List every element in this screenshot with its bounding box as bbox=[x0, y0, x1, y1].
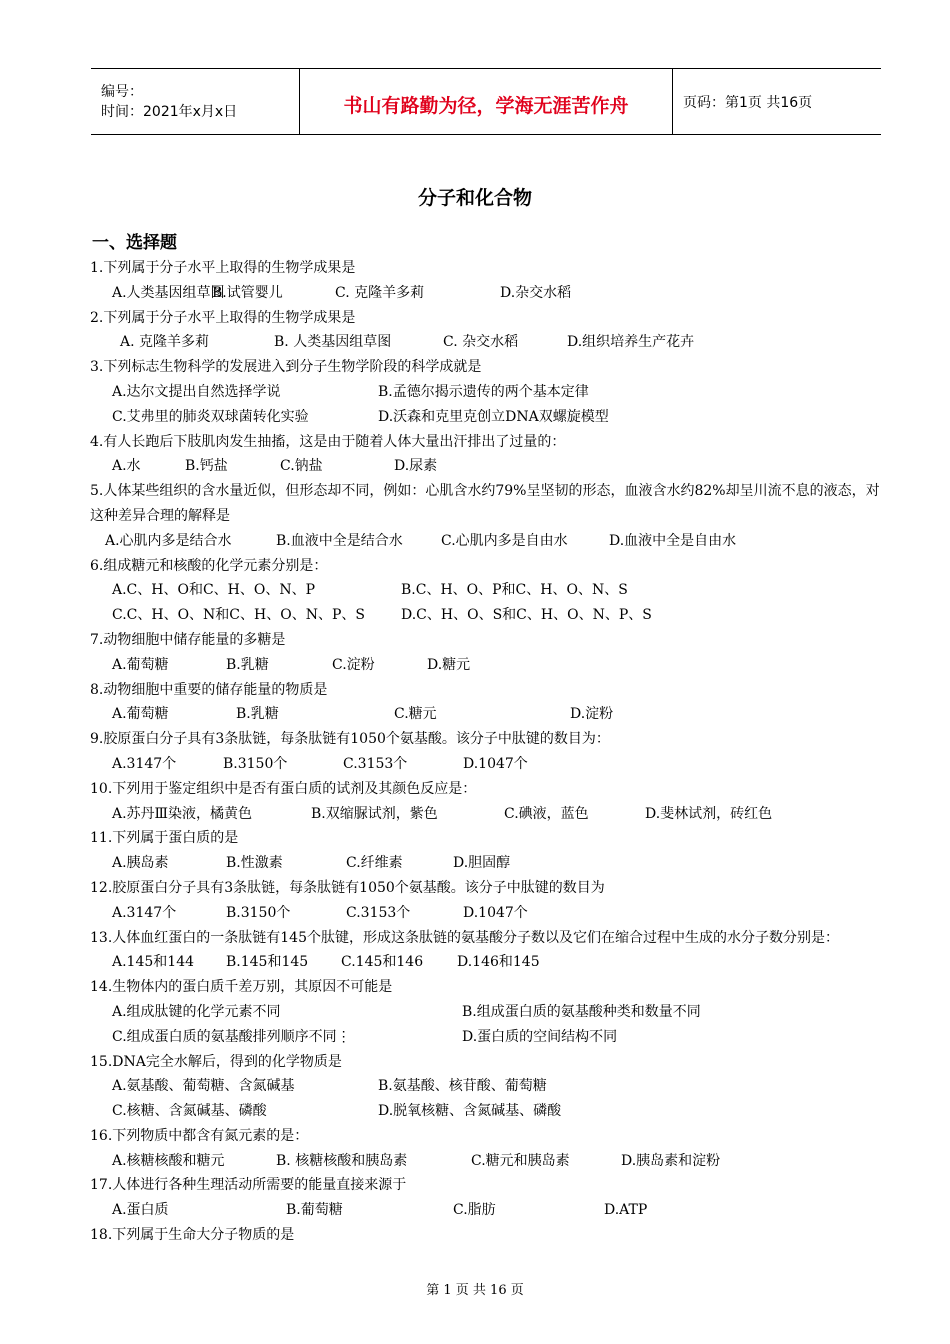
question-item bbox=[90, 628, 885, 678]
answer-option: B.钙盐 bbox=[185, 458, 228, 475]
question-item bbox=[90, 678, 885, 728]
answer-option: D.淀粉 bbox=[570, 706, 614, 723]
answer-option: D.尿素 bbox=[394, 458, 438, 475]
options-row bbox=[90, 405, 885, 430]
question-stem: 15.DNA完全水解后，得到的化学物质是 bbox=[90, 1053, 342, 1070]
header-time-label: 时间：2021年x月x日 bbox=[101, 103, 238, 120]
answer-option: C. 克隆羊多莉 bbox=[335, 284, 425, 301]
answer-option: C.钠盐 bbox=[280, 458, 323, 475]
answer-option: A.组成肽键的化学元素不同 bbox=[112, 1003, 281, 1020]
answer-option: A.葡萄糖 bbox=[112, 656, 169, 673]
answer-option: A.达尔文提出自然选择学说 bbox=[112, 383, 281, 400]
answer-option: D.胰岛素和淀粉 bbox=[621, 1152, 721, 1169]
question-stem: 16.下列物质中都含有氮元素的是： bbox=[90, 1127, 309, 1144]
page-header bbox=[91, 68, 881, 135]
question-stem: 11.下列属于蛋白质的是 bbox=[90, 830, 239, 847]
answer-option: A.水 bbox=[112, 458, 141, 475]
answer-option: D.杂交水稻 bbox=[500, 284, 572, 301]
options-row bbox=[90, 1000, 885, 1025]
options-row bbox=[90, 578, 885, 603]
answer-option: D.糖元 bbox=[427, 656, 471, 673]
question-item bbox=[90, 1223, 885, 1248]
question-stem: 1.下列属于分子水平上取得的生物学成果是 bbox=[90, 260, 356, 276]
options-row bbox=[90, 1149, 885, 1174]
answer-option: B.3150个 bbox=[223, 755, 288, 772]
options-row bbox=[90, 330, 885, 355]
options-row bbox=[90, 529, 885, 554]
question-stem: 9.胶原蛋白分子具有3条肽链，每条肽链有1050个氨基酸。该分子中肽键的数目为： bbox=[90, 731, 610, 748]
answer-option: A.苏丹Ⅲ染液，橘黄色 bbox=[112, 805, 253, 822]
answer-option: A.核糖核酸和糖元 bbox=[112, 1152, 225, 1169]
answer-option: A.人类基因组草图 bbox=[112, 284, 225, 301]
answer-option: A.145和144 bbox=[112, 954, 195, 971]
question-stem: 6.组成糖元和核酸的化学元素分别是： bbox=[90, 557, 328, 574]
answer-option: D.蛋白质的空间结构不同 bbox=[462, 1028, 618, 1045]
options-row bbox=[90, 851, 885, 876]
answer-option: A.3147个 bbox=[112, 904, 177, 921]
answer-option: D.146和145 bbox=[457, 954, 540, 971]
question-stem: 7.动物细胞中储存能量的多糖是 bbox=[90, 631, 286, 648]
answer-option: B.乳糖 bbox=[236, 706, 279, 723]
answer-option: D.沃森和克里克创立DNA双螺旋模型 bbox=[378, 408, 609, 425]
answer-option: C.纤维素 bbox=[346, 855, 403, 872]
answer-option: D.胆固醇 bbox=[453, 855, 511, 872]
question-item bbox=[90, 256, 885, 306]
answer-option: A.氨基酸、葡萄糖、含氮碱基 bbox=[112, 1078, 295, 1095]
options-row bbox=[90, 603, 885, 628]
answer-option: C.心肌内多是自由水 bbox=[441, 532, 568, 549]
question-stem: 2.下列属于分子水平上取得的生物学成果是 bbox=[90, 309, 356, 326]
document-title: 分子和化合物 bbox=[417, 187, 532, 209]
options-row bbox=[90, 950, 885, 975]
options-row bbox=[90, 454, 885, 479]
question-item bbox=[90, 554, 885, 628]
options-row bbox=[90, 380, 885, 405]
question-stem: 4.有人长跑后下肢肌肉发生抽搐，这是由于随着人体大量出汗排出了过量的： bbox=[90, 433, 566, 450]
answer-option: C.糖元和胰岛素 bbox=[471, 1152, 570, 1169]
answer-option: B.3150个 bbox=[226, 904, 291, 921]
answer-option: B.145和145 bbox=[226, 954, 309, 971]
answer-option: B.氨基酸、核苷酸、葡萄糖 bbox=[378, 1078, 547, 1095]
answer-option: A.胰岛素 bbox=[112, 855, 169, 872]
answer-option: C.C、H、O、N和C、H、O、N、P、S bbox=[112, 607, 365, 624]
question-item bbox=[90, 926, 885, 976]
answer-option: C.糖元 bbox=[394, 706, 437, 723]
question-item bbox=[90, 777, 885, 827]
answer-option: B.孟德尔揭示遗传的两个基本定律 bbox=[378, 383, 589, 400]
answer-option: B.葡萄糖 bbox=[286, 1202, 343, 1219]
answer-option: A.葡萄糖 bbox=[112, 706, 169, 723]
question-item bbox=[90, 306, 885, 356]
options-row bbox=[90, 1099, 885, 1124]
header-slogan: 书山有路勤为径，学海无涯苦作舟 bbox=[300, 69, 673, 135]
options-row bbox=[90, 1198, 885, 1223]
answer-option: C.脂肪 bbox=[453, 1202, 496, 1219]
answer-option: B.双缩脲试剂，紫色 bbox=[311, 805, 438, 822]
answer-option: A.心肌内多是结合水 bbox=[105, 532, 232, 549]
answer-option: B.乳糖 bbox=[226, 656, 269, 673]
answer-option: D.ATP bbox=[604, 1202, 648, 1219]
question-item bbox=[90, 1173, 885, 1223]
section-heading: 一、选择题 bbox=[92, 233, 177, 253]
options-row bbox=[90, 653, 885, 678]
question-item bbox=[90, 1050, 885, 1124]
options-row bbox=[90, 901, 885, 926]
question-stem: 13.人体血红蛋白的一条肽链有145个肽键，形成这条肽链的氨基酸分子数以及它们在缩合过程中生成的水分子数分别是： bbox=[90, 929, 839, 946]
answer-option: A.蛋白质 bbox=[112, 1202, 169, 1219]
answer-option: B.组成蛋白质的氨基酸种类和数量不同 bbox=[462, 1003, 701, 1020]
answer-option: A.C、H、O和C、H、O、N、P bbox=[112, 582, 316, 599]
answer-option: C. 杂交水稻 bbox=[443, 334, 519, 351]
answer-option: C.碘液，蓝色 bbox=[504, 805, 589, 822]
question-stem: 18.下列属于生命大分子物质的是 bbox=[90, 1227, 295, 1244]
question-stem: 8.动物细胞中重要的储存能量的物质是 bbox=[90, 681, 328, 698]
question-item bbox=[90, 826, 885, 876]
answer-option: C.3153个 bbox=[346, 904, 411, 921]
answer-option: A.3147个 bbox=[112, 755, 177, 772]
header-page-info: 页码：第1页 共16页 bbox=[673, 69, 882, 135]
question-item bbox=[90, 479, 885, 553]
question-item bbox=[90, 430, 885, 480]
question-item bbox=[90, 727, 885, 777]
question-item bbox=[90, 876, 885, 926]
answer-option: D.1047个 bbox=[463, 904, 528, 921]
header-code-label: 编号： bbox=[101, 83, 143, 100]
question-stem: 17.人体进行各种生理活动所需要的能量直接来源于 bbox=[90, 1177, 407, 1194]
question-item bbox=[90, 355, 885, 429]
answer-option: A. 克隆羊多莉 bbox=[120, 334, 210, 351]
options-row bbox=[90, 702, 885, 727]
answer-option: C.组成蛋白质的氨基酸排列顺序不同⋮ bbox=[112, 1028, 351, 1045]
answer-option: C.核糖、含氮碱基、磷酸 bbox=[112, 1103, 267, 1120]
answer-option: B.性激素 bbox=[226, 855, 283, 872]
question-item bbox=[90, 975, 885, 1049]
question-stem: 10.下列用于鉴定组织中是否有蛋白质的试剂及其颜色反应是： bbox=[90, 780, 477, 797]
question-stem: 12.胶原蛋白分子具有3条肽链，每条肽链有1050个氨基酸。该分子中肽键的数目为 bbox=[90, 879, 605, 896]
answer-option: B. 人类基因组草图 bbox=[274, 334, 392, 351]
answer-option: D.血液中全是自由水 bbox=[609, 532, 737, 549]
page-footer: 第 1 页 共 16 页 bbox=[426, 1283, 524, 1298]
options-row bbox=[90, 1074, 885, 1099]
question-list bbox=[90, 256, 885, 1248]
answer-option: D.组织培养生产花卉 bbox=[567, 334, 695, 351]
answer-option: B. 核糖核酸和胰岛素 bbox=[276, 1152, 408, 1169]
answer-option: C.淀粉 bbox=[332, 656, 375, 673]
header-meta bbox=[91, 69, 300, 135]
question-stem: 14.生物体内的蛋白质千差万别，其原因不可能是 bbox=[90, 979, 393, 996]
answer-option: D.脱氧核糖、含氮碱基、磷酸 bbox=[378, 1103, 562, 1120]
answer-option: B.C、H、O、P和C、H、O、N、S bbox=[401, 582, 628, 599]
answer-option: C.3153个 bbox=[343, 755, 408, 772]
options-row bbox=[90, 1025, 885, 1050]
answer-option: D.1047个 bbox=[463, 755, 528, 772]
answer-option: C.艾弗里的肺炎双球菌转化实验 bbox=[112, 408, 309, 425]
options-row bbox=[90, 802, 885, 827]
answer-option: B.试管婴儿 bbox=[212, 284, 283, 301]
answer-option: C.145和146 bbox=[341, 954, 424, 971]
options-row bbox=[90, 752, 885, 777]
question-stem: 5.人体某些组织的含水量近似，但形态却不同，例如：心肌含水约79%呈坚韧的形态，血液含水约82%却呈川流不息的液态，对这种差异合理的解释是 bbox=[90, 483, 880, 524]
answer-option: D.斐林试剂，砖红色 bbox=[645, 805, 773, 822]
answer-option: B.血液中全是结合水 bbox=[276, 532, 403, 549]
options-row bbox=[90, 281, 885, 306]
answer-option: D.C、H、O、S和C、H、O、N、P、S bbox=[401, 607, 652, 624]
question-item bbox=[90, 1124, 885, 1174]
question-stem: 3.下列标志生物科学的发展进入到分子生物学阶段的科学成就是 bbox=[90, 359, 482, 376]
